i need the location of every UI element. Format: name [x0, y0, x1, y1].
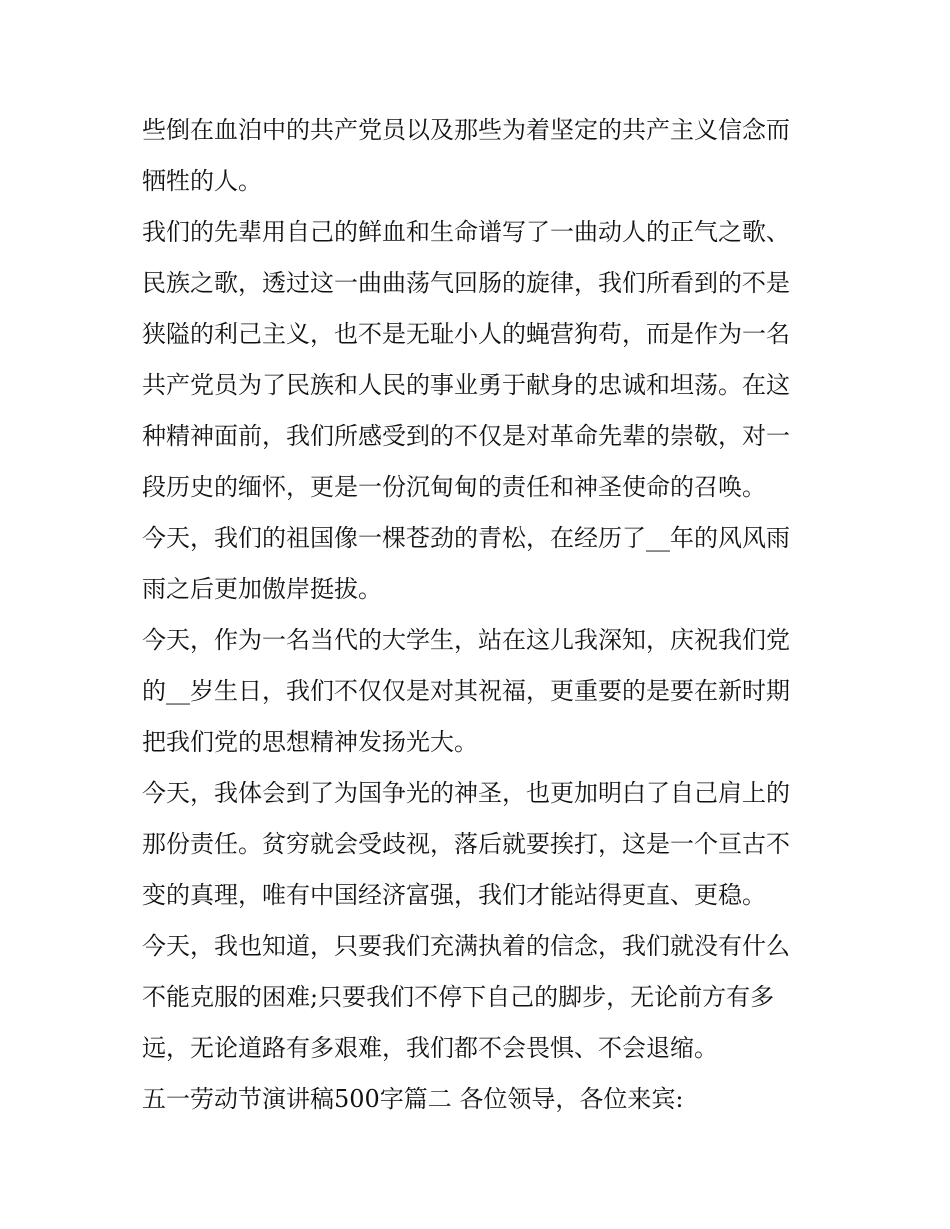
- text-line: 不能克服的困难;只要我们不停下自己的脚步，无论前方有多: [142, 983, 775, 1011]
- text-line: 民族之歌，透过这一曲曲荡气回肠的旋律，我们所看到的不是: [142, 269, 790, 297]
- text-line: 的__岁生日，我们不仅仅是对其祝福，更重要的是要在新时期: [142, 677, 790, 705]
- text-line: 今天，作为一名当代的大学生，站在这儿我深知，庆祝我们党: [142, 626, 790, 654]
- text-line: 共产党员为了民族和人民的事业勇于献身的忠诚和坦荡。在这: [142, 371, 790, 399]
- text-line: 今天，我体会到了为国争光的神圣，也更加明白了自己肩上的: [142, 779, 790, 807]
- text-line: 牺牲的人。: [142, 167, 262, 195]
- section-heading-line: 五一劳动节演讲稿500字篇二 各位领导，各位来宾:: [142, 1085, 684, 1113]
- text-line: 把我们党的思想精神发扬光大。: [142, 728, 478, 756]
- text-line: 变的真理，唯有中国经济富强，我们才能站得更直、更稳。: [142, 881, 766, 909]
- text-line: 种精神面前，我们所感受到的不仅是对革命先辈的崇敬，对一: [142, 422, 790, 450]
- text-line: 今天，我也知道，只要我们充满执着的信念，我们就没有什么: [142, 932, 790, 960]
- document-body: [142, 105, 814, 1125]
- text-line: 些倒在血泊中的共产党员以及那些为着坚定的共产主义信念而: [142, 116, 790, 144]
- text-line: 今天，我们的祖国像一棵苍劲的青松，在经历了__年的风风雨: [142, 524, 790, 552]
- text-line: 那份责任。贫穷就会受歧视，落后就要挨打，这是一个亘古不: [142, 830, 790, 858]
- text-line: 远，无论道路有多艰难，我们都不会畏惧、不会退缩。: [142, 1034, 718, 1062]
- text-line: 我们的先辈用自己的鲜血和生命谱写了一曲动人的正气之歌、: [142, 218, 790, 246]
- text-line: 雨之后更加傲岸挺拔。: [142, 575, 382, 603]
- text-line: 段历史的缅怀，更是一份沉甸甸的责任和神圣使命的召唤。: [142, 473, 766, 501]
- text-line: 狭隘的利己主义，也不是无耻小人的蝇营狗苟，而是作为一名: [142, 320, 790, 348]
